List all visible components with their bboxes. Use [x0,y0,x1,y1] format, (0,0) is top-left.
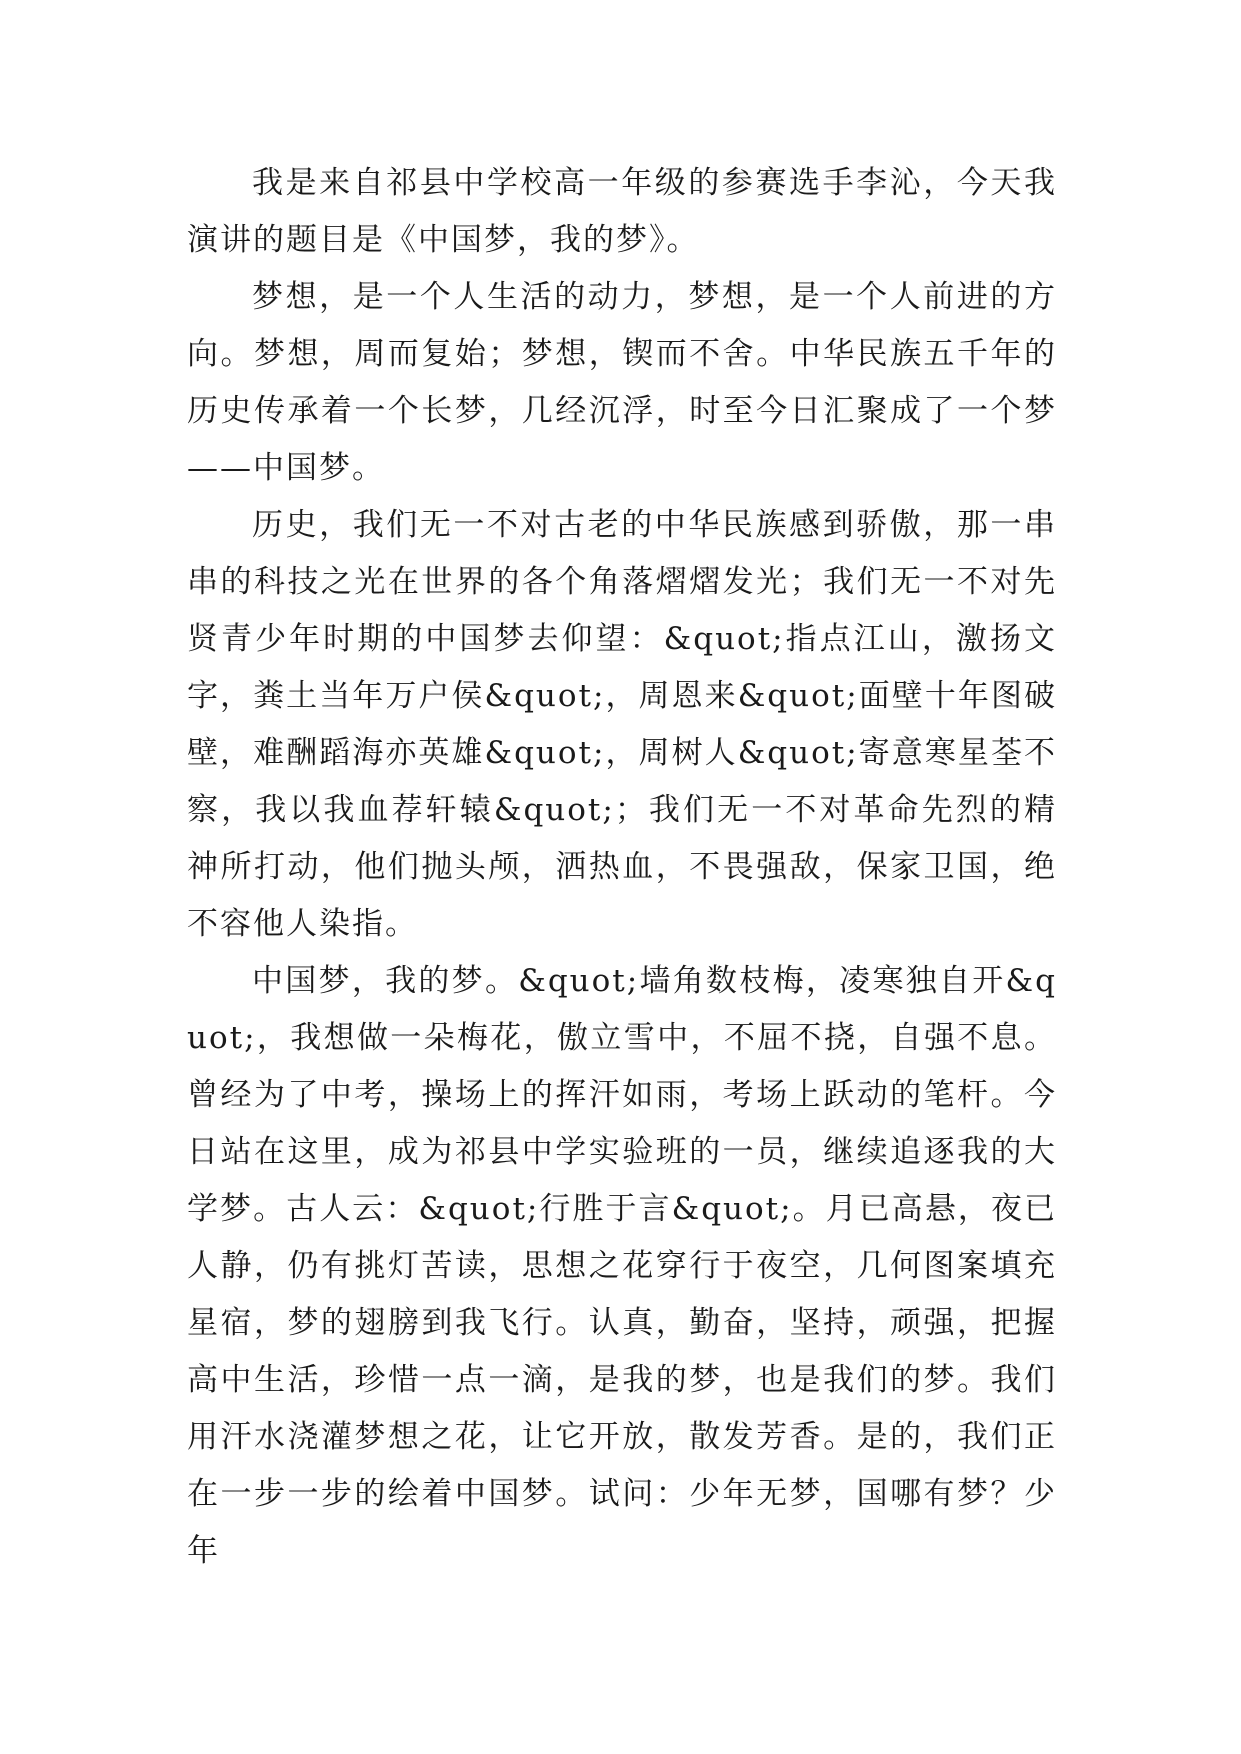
paragraph-history: 历史，我们无一不对古老的中华民族感到骄傲，那一串串的科技之光在世界的各个角落熠熠发光；我们无一不对先贤青少年时期的中国梦去仰望：&quot;指点江山，激扬文字，粪土当年万户侯&quot;，周恩来&quot;面壁十年图破壁，难酬蹈海亦英雄&quot;，周树人&quot;寄意寒星荃不察，我以我血荐轩辕&quot;；我们无一不对革命先烈的精神所打动，他们抛头颅，洒热血，不畏强敌，保家卫国，绝不容他人染指。 [187,507,1057,942]
document-body [187,155,1057,1580]
paragraph-intro: 我是来自祁县中学校高一年级的参赛选手李沁，今天我演讲的题目是《中国梦，我的梦》。 [187,165,1057,258]
paragraph-dream: 梦想，是一个人生活的动力，梦想，是一个人前进的方向。梦想，周而复始；梦想，锲而不舍。中华民族五千年的历史传承着一个长梦，几经沉浮，时至今日汇聚成了一个梦——中国梦。 [187,279,1057,486]
paragraph-my-dream: 中国梦，我的梦。&quot;墙角数枝梅，凌寒独自开&quot;，我想做一朵梅花，傲立雪中，不屈不挠，自强不息。曾经为了中考，操场上的挥汗如雨，考场上跃动的笔杆。今日站在这里，成为祁县中学实验班的一员，继续追逐我的大学梦。古人云：&quot;行胜于言&quot;。月已高悬，夜已人静，仍有挑灯苦读，思想之花穿行于夜空，几何图案填充星宿，梦的翅膀到我飞行。认真，勤奋，坚持，顽强，把握高中生活，珍惜一点一滴，是我的梦，也是我们的梦。我们用汗水浇灌梦想之花，让它开放，散发芳香。是的，我们正在一步一步的绘着中国梦。试问：少年无梦，国哪有梦？少年 [187,963,1057,1569]
